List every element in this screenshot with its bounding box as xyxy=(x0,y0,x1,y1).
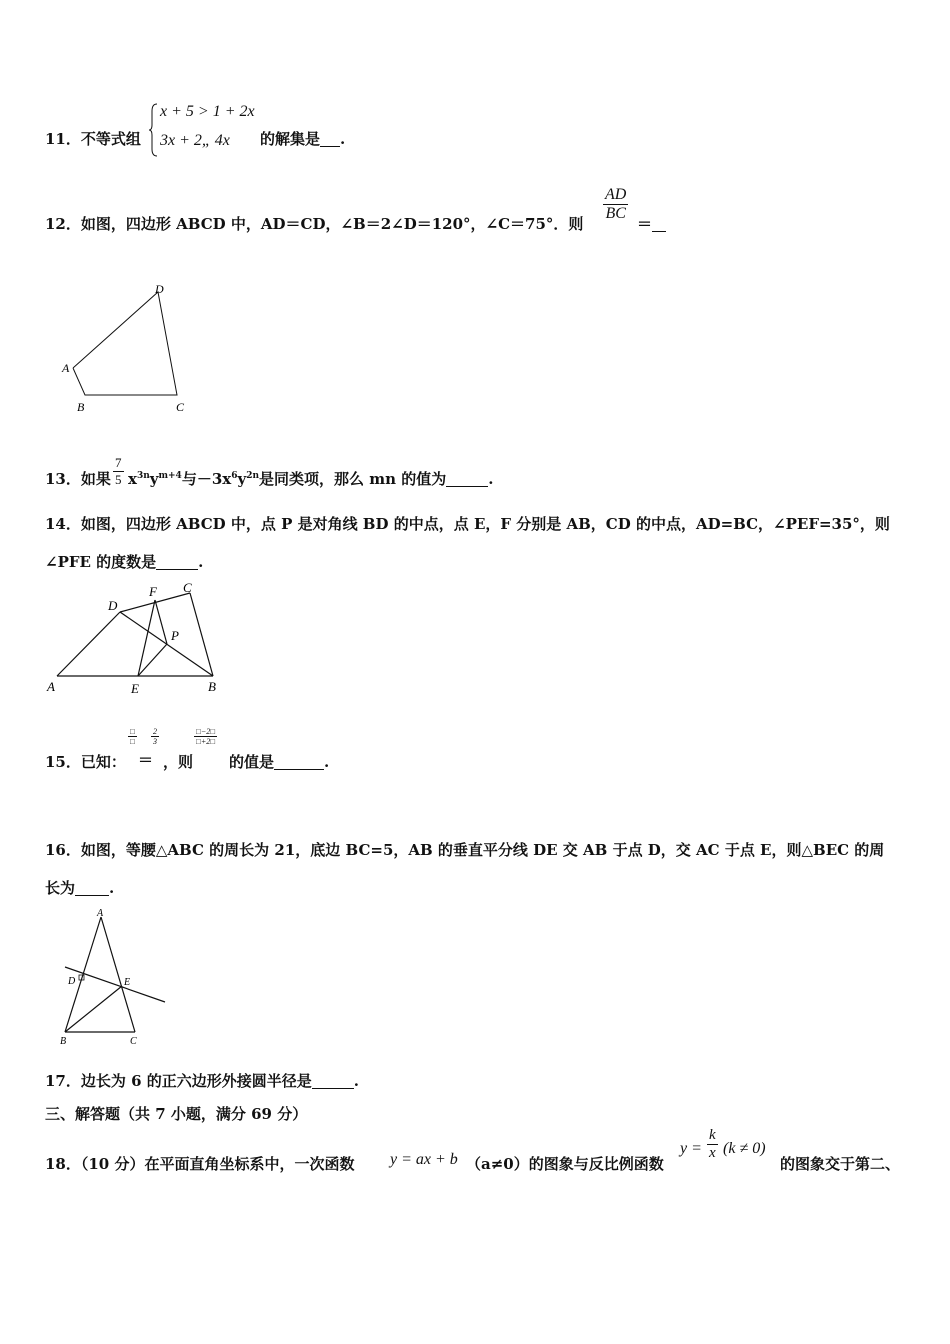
q11-line1: x + 5 > 1 + 2x xyxy=(160,103,255,120)
question-12 xyxy=(45,213,583,234)
q18-inv-fraction: $\frac{k}{x}$ xyxy=(709,1127,716,1161)
q15-mid: ，则 xyxy=(163,753,194,771)
answer-blank[interactable] xyxy=(652,217,666,232)
q12-text: 12．如图，四边形 ABCD 中，AD＝CD，∠B＝2∠D＝120°，∠C＝75°．则 xyxy=(45,215,584,233)
q15-fraction-1: □ □ xyxy=(130,727,135,746)
label-a: A xyxy=(47,679,55,694)
question-15: 15．已知： xyxy=(45,753,126,771)
q12-fraction: $\frac{AD}{BC}$ xyxy=(605,186,627,222)
quad-abcd xyxy=(73,292,177,395)
label-e: E xyxy=(131,681,139,696)
q11-line2: 3x + 2„ 4x xyxy=(160,132,230,149)
q18-linear: y = ax + b xyxy=(390,1151,458,1168)
label-c: C xyxy=(176,400,185,414)
question-16: 16．如图，等腰△ABC 的周长为 21，底边 BC=5，AB 的垂直平分线 DE 交 AB 于点 D，交 AC 于点 E，则△BEC 的周 xyxy=(45,841,885,859)
q13-fraction: $\frac{7}{5}$ xyxy=(115,455,122,487)
label-f: F xyxy=(149,584,157,599)
label-c: C xyxy=(130,1036,137,1047)
question-13: 13．如果 xyxy=(45,470,111,488)
q18-inv-y: y = xyxy=(680,1140,702,1157)
q15-fraction-3: $\frac{□-2□}{□+2□}$ xyxy=(196,727,216,746)
q18-cond: （a≠0）的图象与反比例函数 xyxy=(466,1155,664,1173)
q11-brace xyxy=(148,103,156,155)
answer-blank[interactable] xyxy=(320,132,340,147)
q12-figure xyxy=(55,280,205,420)
label-b: B xyxy=(77,400,85,414)
label-e: E xyxy=(124,977,131,988)
answer-blank[interactable] xyxy=(274,755,324,770)
label-b: B xyxy=(208,679,216,694)
label-a: A xyxy=(62,361,70,375)
q13-body: $x^{3n}y^{m+4}$与$-3x^6y^{2n}$是同类项，那么 mn 的值为 . xyxy=(128,470,494,488)
label-b: B xyxy=(60,1036,67,1047)
label-c: C xyxy=(183,580,192,595)
label-d: D xyxy=(68,976,76,987)
question-17: 17．边长为 6 的正六边形外接圆半径是 . xyxy=(45,1072,359,1090)
q16-figure xyxy=(55,905,175,1050)
q15-fraction-2: $\frac{2}{3}$ xyxy=(153,727,157,746)
label-d: D xyxy=(155,282,164,296)
q18-tail: 的图象交于第二、 xyxy=(780,1155,901,1173)
q15-eq: ＝ xyxy=(138,751,154,769)
q15-tail: 的值是 . xyxy=(229,753,330,771)
q11-label: 11．不等式组 xyxy=(45,130,141,148)
answer-blank[interactable] xyxy=(312,1074,354,1089)
label-a: A xyxy=(97,908,104,919)
answer-blank[interactable] xyxy=(156,555,198,570)
q11-tail: 的解集是 . xyxy=(260,130,346,148)
question-14-line2: ∠PFE 的度数是 . xyxy=(45,553,204,571)
question-14: 14．如图，四边形 ABCD 中，点 P 是对角线 BD 的中点，点 E，F 分别是 AB，CD 的中点，AD=BC，∠PEF=35°，则 xyxy=(45,515,890,533)
section-heading: 三、解答题（共 7 小题，满分 69 分） xyxy=(45,1105,308,1123)
q18-inv-cond: (k ≠ 0) xyxy=(723,1140,766,1157)
question-18: 18．（10 分）在平面直角坐标系中，一次函数 xyxy=(45,1155,355,1173)
label-p: P xyxy=(171,628,179,643)
q14-figure xyxy=(45,578,225,698)
answer-blank[interactable] xyxy=(75,881,109,896)
question-16-line2: 长为 . xyxy=(45,879,115,897)
question-11 xyxy=(45,128,141,149)
answer-blank[interactable] xyxy=(446,472,488,487)
q12-eq: ＝ xyxy=(637,213,666,234)
label-d: D xyxy=(108,598,118,613)
